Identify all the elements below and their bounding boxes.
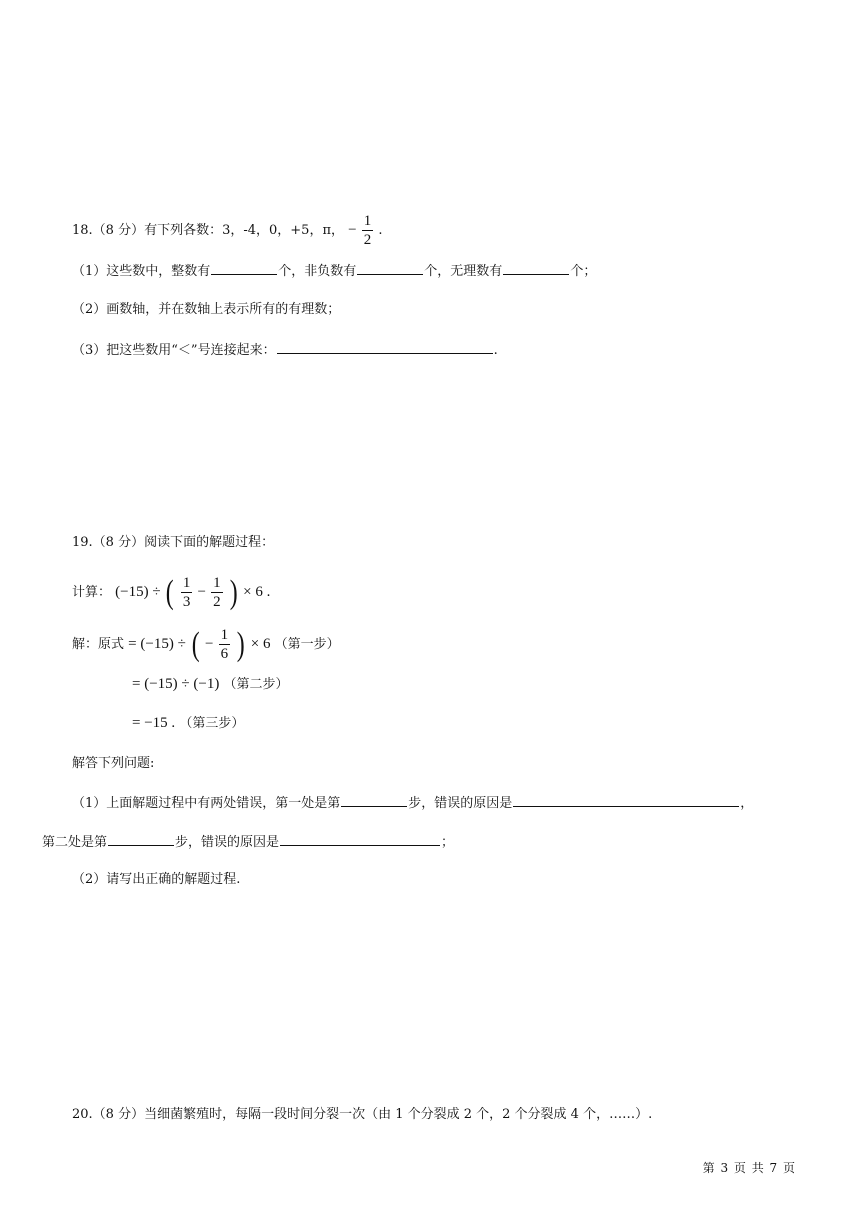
answer-blank[interactable] [357, 260, 423, 275]
answer-blank[interactable] [503, 260, 569, 275]
q19-solution-line1 [72, 626, 340, 663]
q18-frac-den: 2 [363, 232, 372, 248]
q19-frac-1 [181, 574, 193, 611]
q19-line3-expr: = −15 . [132, 715, 176, 731]
q18-p1-text-c: 个，无理数有 [424, 264, 503, 279]
q18-stem [72, 212, 383, 249]
q19-part1-line2 [42, 831, 454, 853]
frac-num: 1 [220, 627, 229, 643]
q19-solution-line3 [132, 713, 244, 734]
q18-p1-text-a: （1）这些数中，整数有 [72, 264, 211, 279]
q19-p1-text-b: 步，错误的原因是 [408, 796, 513, 811]
answer-blank[interactable] [513, 792, 739, 807]
q19-answer-head: 解答下列问题: [72, 756, 155, 771]
frac-num: 1 [213, 575, 221, 591]
q18-p1-text-b: 个，非负数有 [278, 264, 357, 279]
q19-step3-label: （第三步） [179, 716, 245, 731]
q18-tail: . [378, 223, 383, 238]
q20-stem: 20.（8 分）当细菌繁殖时，每隔一段时间分裂一次（由 1 个分裂成 2 个，2 个分裂成 4 个，……）. [72, 1107, 653, 1122]
q19-calc-expr-b: × 6 . [243, 584, 271, 600]
frac-den: 2 [213, 594, 221, 610]
q19-calc-label: 计算： [72, 585, 112, 600]
frac-num: 1 [182, 575, 191, 591]
q19-calc-expr-a: (−15) ÷ [115, 584, 165, 600]
answer-blank[interactable] [108, 831, 174, 846]
q18-frac-num: 1 [363, 213, 372, 229]
q18-p3-tail: . [493, 343, 498, 358]
q18-part1 [72, 260, 596, 282]
answer-blank[interactable] [211, 260, 277, 275]
q18-p3-text: （3）把这些数用“＜”号连接起来： [72, 343, 276, 358]
frac-den: 3 [182, 594, 191, 610]
q19-p1-text-c: ， [740, 796, 754, 811]
minus-sign: − [205, 636, 214, 652]
q19-sol-label: 解：原式 [72, 637, 125, 652]
q18-minus: − [348, 222, 357, 238]
q19-line2-expr: = (−15) ÷ (−1) [132, 676, 220, 692]
q19-step2-label: （第二步） [223, 677, 289, 692]
q19-stem: 19.（8 分）阅读下面的解题过程： [72, 535, 275, 550]
q18-head: 18.（8 分）有下列各数：3，-4，0，+5，π， [72, 223, 344, 238]
q18-part3 [72, 339, 498, 361]
minus-sign: − [197, 584, 206, 600]
right-paren: ) [229, 573, 238, 611]
right-paren: ) [236, 625, 245, 663]
q19-frac-3 [219, 626, 231, 663]
q19-p1-text-e: 步，错误的原因是 [175, 835, 280, 850]
page-footer: 第 3 页 共 7 页 [702, 1161, 796, 1175]
q19-part1-line1 [72, 792, 753, 814]
q19-step1-label: （第一步） [274, 637, 340, 652]
q19-part2: （2）请写出正确的解题过程. [72, 872, 241, 887]
q19-p1-text-a: （1）上面解题过程中有两处错误，第一处是第 [72, 796, 341, 811]
q19-sol-expr-a: = (−15) ÷ [128, 636, 190, 652]
q19-calc [72, 574, 270, 611]
q19-frac-2 [211, 574, 223, 611]
q19-sol-expr-b: × 6 [250, 636, 271, 652]
q18-p1-text-d: 个； [570, 264, 597, 279]
frac-den: 6 [220, 646, 229, 662]
answer-blank[interactable] [280, 831, 440, 846]
q19-solution-line2 [132, 674, 289, 695]
left-paren: ( [166, 573, 174, 611]
q19-p1-text-f: ； [441, 835, 455, 850]
answer-blank[interactable] [341, 792, 407, 807]
q18-part2: （2）画数轴，并在数轴上表示所有的有理数； [72, 302, 341, 317]
q19-p1-text-d: 第二处是第 [42, 835, 108, 850]
answer-blank[interactable] [277, 339, 493, 354]
q18-fraction [362, 212, 374, 249]
left-paren: ( [191, 625, 200, 663]
